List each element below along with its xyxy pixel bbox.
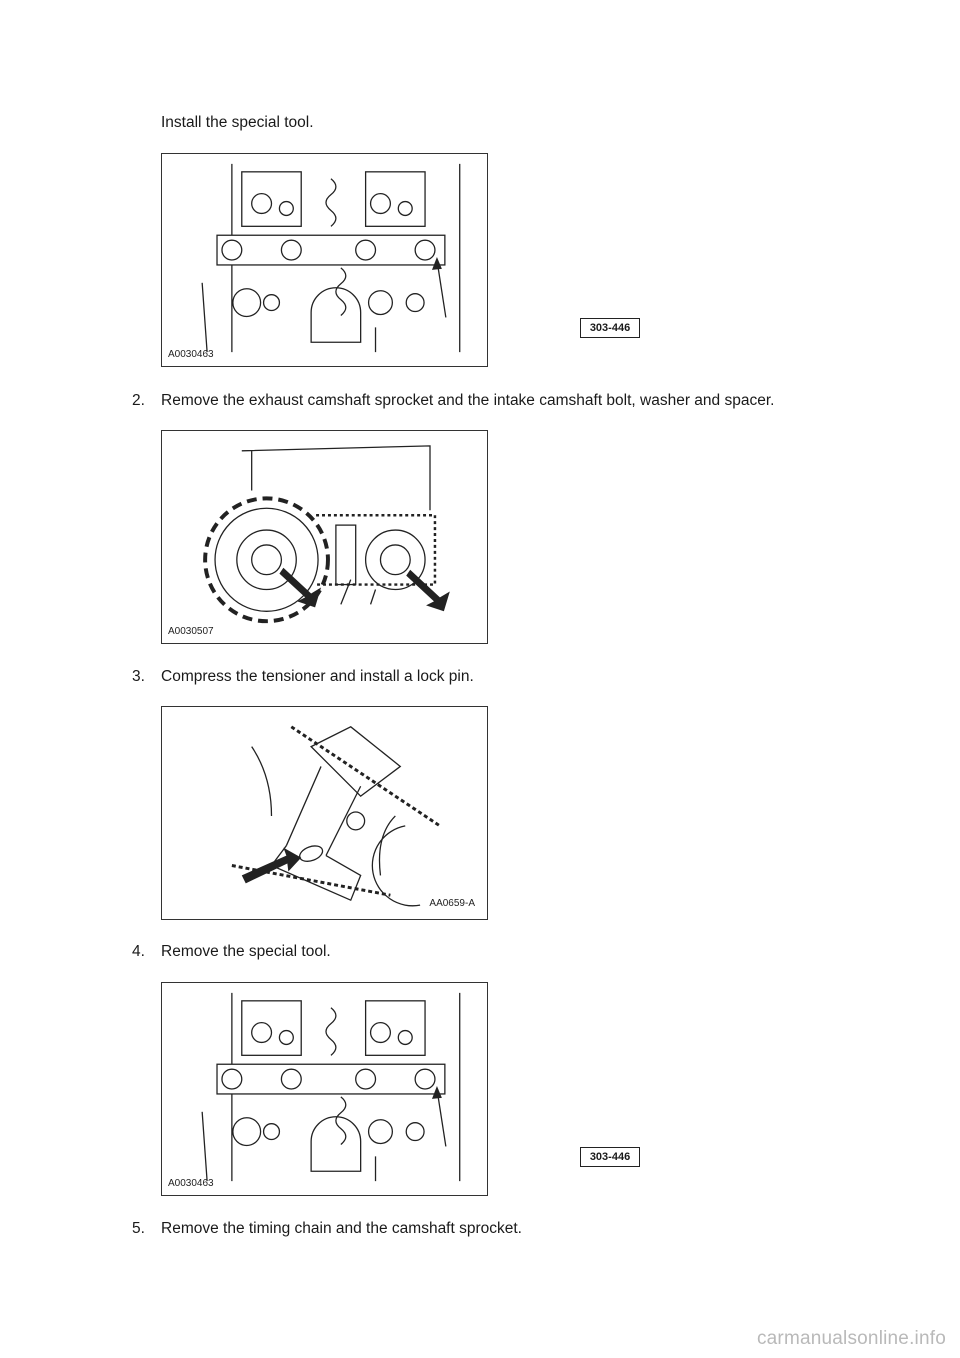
tool-callout-label: 303-446 bbox=[580, 1147, 640, 1167]
figure-code: AA0659-A bbox=[429, 898, 475, 909]
step-number: 5. bbox=[132, 1220, 145, 1237]
step-number: 3. bbox=[132, 668, 145, 685]
step-number: 4. bbox=[132, 943, 145, 960]
figure-special-tool-removal bbox=[161, 982, 631, 1196]
sprocket-illustration bbox=[162, 431, 487, 643]
step-3 bbox=[132, 667, 474, 687]
figure-code: A0030507 bbox=[168, 626, 214, 637]
tensioner-illustration bbox=[162, 707, 487, 919]
step-text: Remove the special tool. bbox=[161, 943, 331, 960]
tool-callout-label: 303-446 bbox=[580, 318, 640, 338]
step-2 bbox=[132, 391, 774, 411]
step-text: Remove the exhaust camshaft sprocket and the intake camshaft bolt, washer and spacer. bbox=[161, 392, 775, 409]
figure-camshaft-sprockets bbox=[161, 430, 488, 644]
figure-special-tool-installed bbox=[161, 153, 631, 367]
watermark: carmanualsonline.info bbox=[756, 1328, 946, 1349]
step-4 bbox=[132, 942, 331, 962]
camshaft-tool-illustration bbox=[162, 154, 487, 366]
intro-instruction: Install the special tool. bbox=[161, 114, 314, 131]
step-5 bbox=[132, 1219, 522, 1239]
figure-code: A0030463 bbox=[168, 1178, 214, 1189]
step-number: 2. bbox=[132, 392, 145, 409]
figure-code: A0030463 bbox=[168, 349, 214, 360]
camshaft-tool-illustration bbox=[162, 983, 487, 1195]
step-text: Compress the tensioner and install a lock pin. bbox=[161, 668, 474, 685]
step-text: Remove the timing chain and the camshaft sprocket. bbox=[161, 1220, 522, 1237]
figure-tensioner-lock-pin bbox=[161, 706, 488, 920]
